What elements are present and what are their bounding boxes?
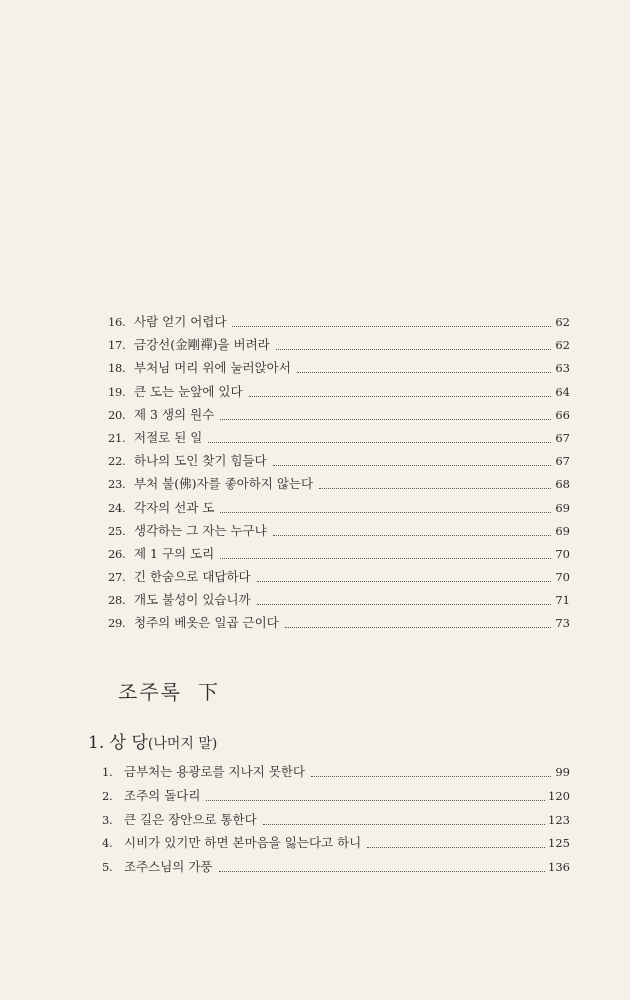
toc-entry-title: 청주의 베옷은 일곱 근이다 — [134, 615, 279, 631]
toc-entry-page: 70 — [555, 546, 570, 561]
toc-entry — [108, 565, 570, 588]
toc-entry-title: 개도 불성이 있습니까 — [134, 592, 251, 608]
dot-leader — [311, 764, 551, 778]
toc-entry-title: 사람 얻기 어렵다 — [134, 314, 227, 329]
dot-leader — [220, 545, 551, 559]
toc-entry-number: 23. — [108, 477, 126, 492]
dot-leader — [273, 522, 551, 536]
toc-entry-number: 2. — [102, 788, 113, 803]
toc-entry-page: 62 — [555, 315, 570, 329]
toc-entry-page: 73 — [555, 616, 570, 631]
section-volume: 下 — [197, 680, 220, 704]
dot-leader — [367, 835, 545, 849]
toc-entry-number: 4. — [102, 836, 113, 851]
chapter-title-text: 1. 상 당 — [88, 733, 148, 753]
toc-entry-page: 71 — [555, 593, 570, 608]
toc-entry — [102, 831, 570, 855]
dot-leader — [220, 406, 551, 420]
toc-entry-title: 하나의 도인 찾기 힘들다 — [134, 453, 267, 469]
toc-entry-number: 1. — [102, 765, 113, 779]
dot-leader — [257, 592, 551, 606]
toc-entry-number: 25. — [108, 523, 126, 538]
toc-entry-title: 금부처는 용광로를 지나지 못한다 — [124, 764, 305, 779]
toc-entry — [102, 760, 570, 784]
toc-entry-page: 136 — [548, 860, 570, 875]
toc-entry-title: 부처 불(佛)자를 좋아하지 않는다 — [134, 476, 314, 492]
toc-entry-number: 5. — [102, 860, 113, 875]
toc-entry-title: 부처님 머리 위에 눌러앉아서 — [134, 360, 291, 376]
toc-entry-number: 27. — [108, 570, 126, 585]
toc-entry-page: 99 — [555, 765, 570, 779]
toc-entry — [108, 449, 570, 472]
toc-entry-number: 19. — [108, 384, 126, 399]
toc-entry — [108, 472, 570, 495]
toc-entry-number: 16. — [108, 315, 126, 329]
dot-leader — [220, 499, 551, 513]
toc-entry-number: 20. — [108, 407, 126, 422]
toc-entry-page: 62 — [555, 338, 570, 353]
toc-entry-title: 제 1 구의 도리 — [134, 545, 215, 561]
toc-entry-number: 3. — [102, 812, 113, 827]
toc-entry — [108, 310, 570, 333]
toc-entry-page: 70 — [555, 570, 570, 585]
toc-entry-page: 120 — [548, 788, 570, 803]
dot-leader — [219, 859, 546, 873]
dot-leader — [297, 360, 551, 374]
toc-entry-page: 64 — [555, 384, 570, 399]
toc-entry-page: 69 — [555, 500, 570, 515]
toc-entry — [108, 333, 570, 356]
toc-entry-page: 66 — [555, 407, 570, 422]
dot-leader — [249, 383, 551, 397]
section-title — [118, 676, 220, 705]
toc-entry — [108, 403, 570, 426]
dot-leader — [273, 453, 551, 467]
toc-entry-number: 21. — [108, 430, 126, 445]
dot-leader — [319, 476, 551, 490]
toc-entry-title: 금강선(金剛禪)을 버려라 — [134, 337, 270, 353]
toc-entry-number: 29. — [108, 616, 126, 631]
toc-entry-page: 69 — [555, 523, 570, 538]
toc-entry-page: 67 — [555, 430, 570, 445]
toc-entry — [108, 496, 570, 519]
chapter-title — [88, 728, 217, 753]
toc-list-upper — [108, 310, 570, 635]
toc-entry-title: 큰 길은 장안으로 통한다 — [124, 811, 257, 827]
toc-entry-page: 125 — [548, 836, 570, 851]
toc-entry-title: 시비가 있기만 하면 본마음을 잃는다고 하니 — [124, 835, 362, 851]
toc-entry — [108, 519, 570, 542]
toc-entry-number: 24. — [108, 500, 126, 515]
toc-entry-title: 조주스님의 가풍 — [124, 859, 213, 875]
toc-entry-page: 67 — [555, 454, 570, 469]
dot-leader — [257, 569, 551, 583]
toc-entry-title: 저절로 된 일 — [134, 429, 203, 445]
toc-entry — [102, 808, 570, 832]
dot-leader — [208, 429, 551, 443]
toc-entry — [108, 542, 570, 565]
toc-entry-title: 각자의 선과 도 — [134, 499, 215, 515]
toc-entry-title: 큰 도는 눈앞에 있다 — [134, 383, 243, 399]
toc-entry-number: 18. — [108, 361, 126, 376]
toc-entry — [102, 855, 570, 879]
toc-entry — [108, 356, 570, 379]
chapter-subtitle: (나머지 말) — [147, 736, 218, 752]
dot-leader — [206, 787, 545, 801]
toc-list-lower — [102, 760, 570, 879]
toc-entry — [102, 784, 570, 808]
toc-entry-number: 17. — [108, 338, 126, 353]
toc-entry-number: 22. — [108, 454, 126, 469]
toc-entry-title: 제 3 생의 원수 — [134, 406, 215, 422]
dot-leader — [232, 314, 551, 328]
dot-leader — [276, 337, 551, 351]
toc-entry-title: 긴 한숨으로 대답하다 — [134, 569, 251, 585]
toc-entry-title: 조주의 돌다리 — [124, 787, 201, 803]
toc-entry — [108, 380, 570, 403]
toc-entry-page: 63 — [555, 361, 570, 376]
toc-entry-number: 26. — [108, 546, 126, 561]
toc-entry — [108, 611, 570, 634]
toc-entry — [108, 588, 570, 611]
section-title-text: 조주록 — [118, 680, 182, 704]
dot-leader — [263, 811, 545, 825]
dot-leader — [285, 615, 551, 629]
toc-entry-title: 생각하는 그 자는 누구냐 — [134, 522, 267, 538]
toc-entry-number: 28. — [108, 593, 126, 608]
toc-entry-page: 123 — [548, 812, 570, 827]
toc-entry-page: 68 — [555, 477, 570, 492]
toc-entry — [108, 426, 570, 449]
